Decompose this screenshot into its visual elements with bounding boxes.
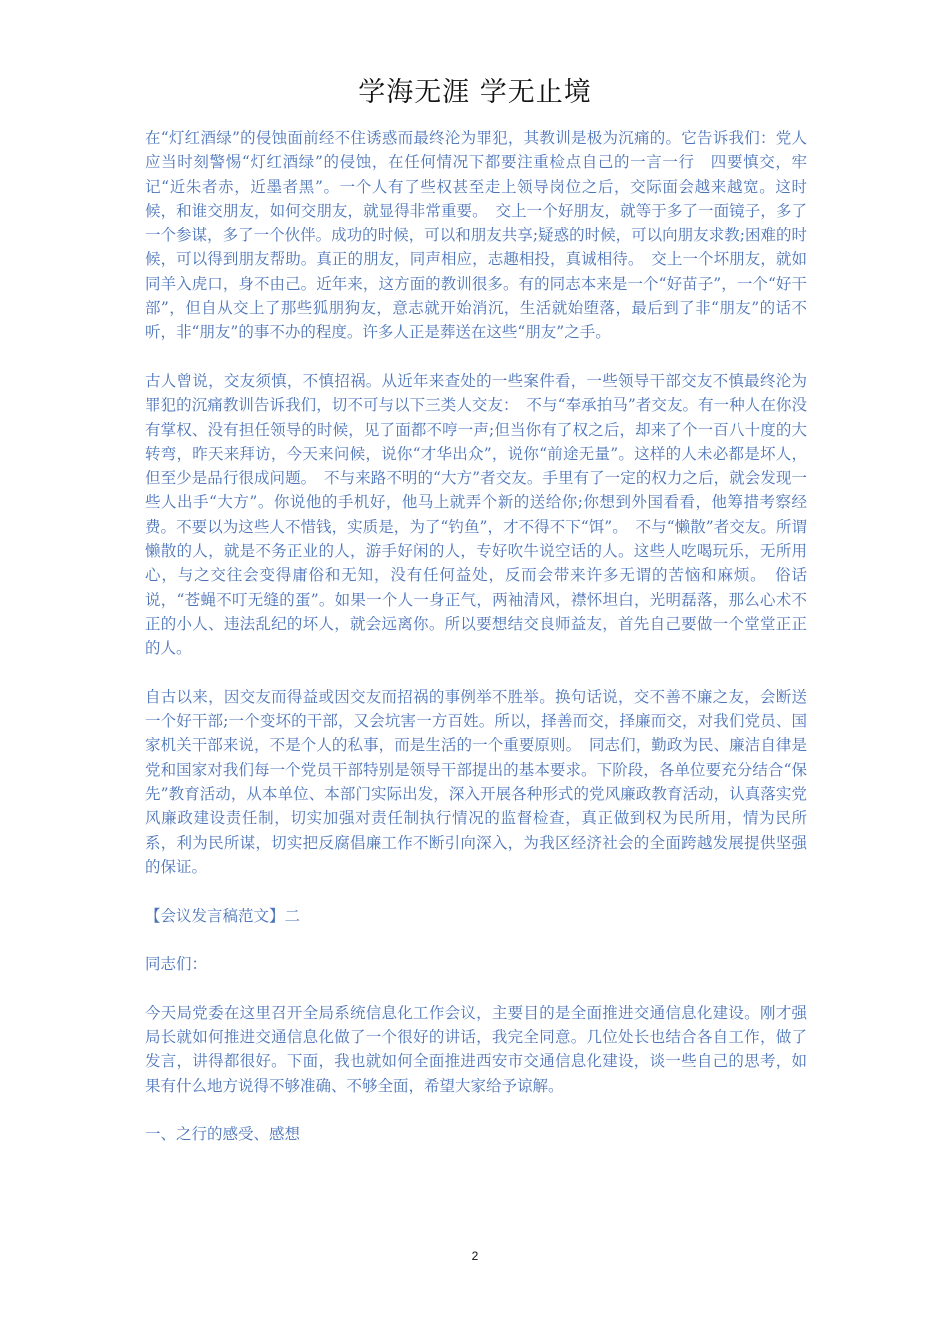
paragraph: 在“灯红酒绿”的侵蚀面前经不住诱惑而最终沦为罪犯，其教训是极为沉痛的。它告诉我们：党人应当时刻警惕“灯红酒绿”的侵蚀，在任何情况下都要注重检点自己的一言一行 四要慎交，牢记“近朱者赤，近墨者黑”。一个人有了些权甚至走上领导岗位之后，交际面会越来越宽。这时候，和谁交朋友，如何交朋友，就显得非常重要。 交上一个好朋友，就等于多了一面镜子，多了一个参谋，多了一个伙伴。成功的时候，可以和朋友共享;疑惑的时候，可以向朋友求教;困难的时候，可以得到朋友帮助。真正的朋友，同声相应，志趣相投，真诚相待。 交上一个坏朋友，就如同羊入虎口，身不由己。近年来，这方面的教训很多。有的同志本来是一个“好苗子”，一个“好干部”，但自从交上了那些狐朋狗友，意志就开始消沉，生活就始堕落，最后到了非“朋友”的话不听，非“朋友”的事不办的程度。许多人正是葬送在这些“朋友”之手。 — [145, 129, 807, 342]
salutation: 同志们： — [145, 955, 208, 974]
paragraph: 今天局党委在这里召开全局系统信息化工作会议，主要目的是全面推进交通信息化建设。刚才强局长就如何推进交通信息化做了一个很好的讲话，我完全同意。几位处长也结合各自工作，做了发言，讲得都很好。下面，我也就如何全面推进西安市交通信息化建设，谈一些自己的思考，如果有什么地方说得不够准确、不够全面，希望大家给予谅解。 — [145, 1003, 807, 1095]
page-header-title: 学海无涯 学无止境 — [358, 77, 592, 108]
section-heading: 【会议发言稿范文】二 — [145, 906, 301, 925]
document-body — [145, 126, 807, 1171]
paragraph: 古人曾说，交友须慎，不慎招祸。从近年来查处的一些案件看，一些领导干部交友不慎最终沦为罪犯的沉痛教训告诉我们，切不可与以下三类人交友： 不与“奉承拍马”者交友。有一种人在你没有掌权、没有担任领导的时候，见了面都不哼一声;但当你有了权之后，却来了个一百八十度的大转弯，昨天来拜访，今天来问候，说你“才华出众”，说你“前途无量”。这样的人未必都是坏人，但至少是品行很成问题。 不与来路不明的“大方”者交友。手里有了一定的权力之后，就会发现一些人出手“大方”。你说他的手机好，他马上就弄个新的送给你;你想到外国看看，他筹措考察经费。不要以为这些人不惜钱，实质是，为了“钓鱼”，才不得不下“饵”。 不与“懒散”者交友。所谓懒散的人，就是不务正业的人，游手好闲的人，专好吹牛说空话的人。这些人吃喝玩乐，无所用心，与之交往会变得庸俗和无知，没有任何益处，反而会带来许多无谓的苦恼和麻烦。 俗话说，“苍蝇不叮无缝的蛋”。如果一个人一身正气，两袖清风，襟怀坦白，光明磊落，那么心术不正的小人、违法乱纪的坏人，就会远离你。所以要想结交良师益友，首先自己要做一个堂堂正正的人。 — [145, 371, 807, 658]
page-number: 2 — [471, 1249, 479, 1263]
section-heading: 一、之行的感受、感想 — [145, 1125, 301, 1144]
paragraph: 自古以来，因交友而得益或因交友而招祸的事例举不胜举。换句话说，交不善不廉之友，会断送一个好干部;一个变坏的干部，又会坑害一方百姓。所以，择善而交，择廉而交，对我们党员、国家机关干部来说，不是个人的私事，而是生活的一个重要原则。 同志们，勤政为民、廉洁自律是党和国家对我们每一个党员干部特别是领导干部提出的基本要求。下阶段，各单位要充分结合“保先”教育活动，从本单位、本部门实际出发，深入开展各种形式的党风廉政教育活动，认真落实党风廉政建设责任制，切实加强对责任制执行情况的监督检查，真正做到权为民所用，情为民所系，利为民所谋，切实把反腐倡廉工作不断引向深入，为我区经济社会的全面跨越发展提供坚强的保证。 — [145, 687, 807, 876]
